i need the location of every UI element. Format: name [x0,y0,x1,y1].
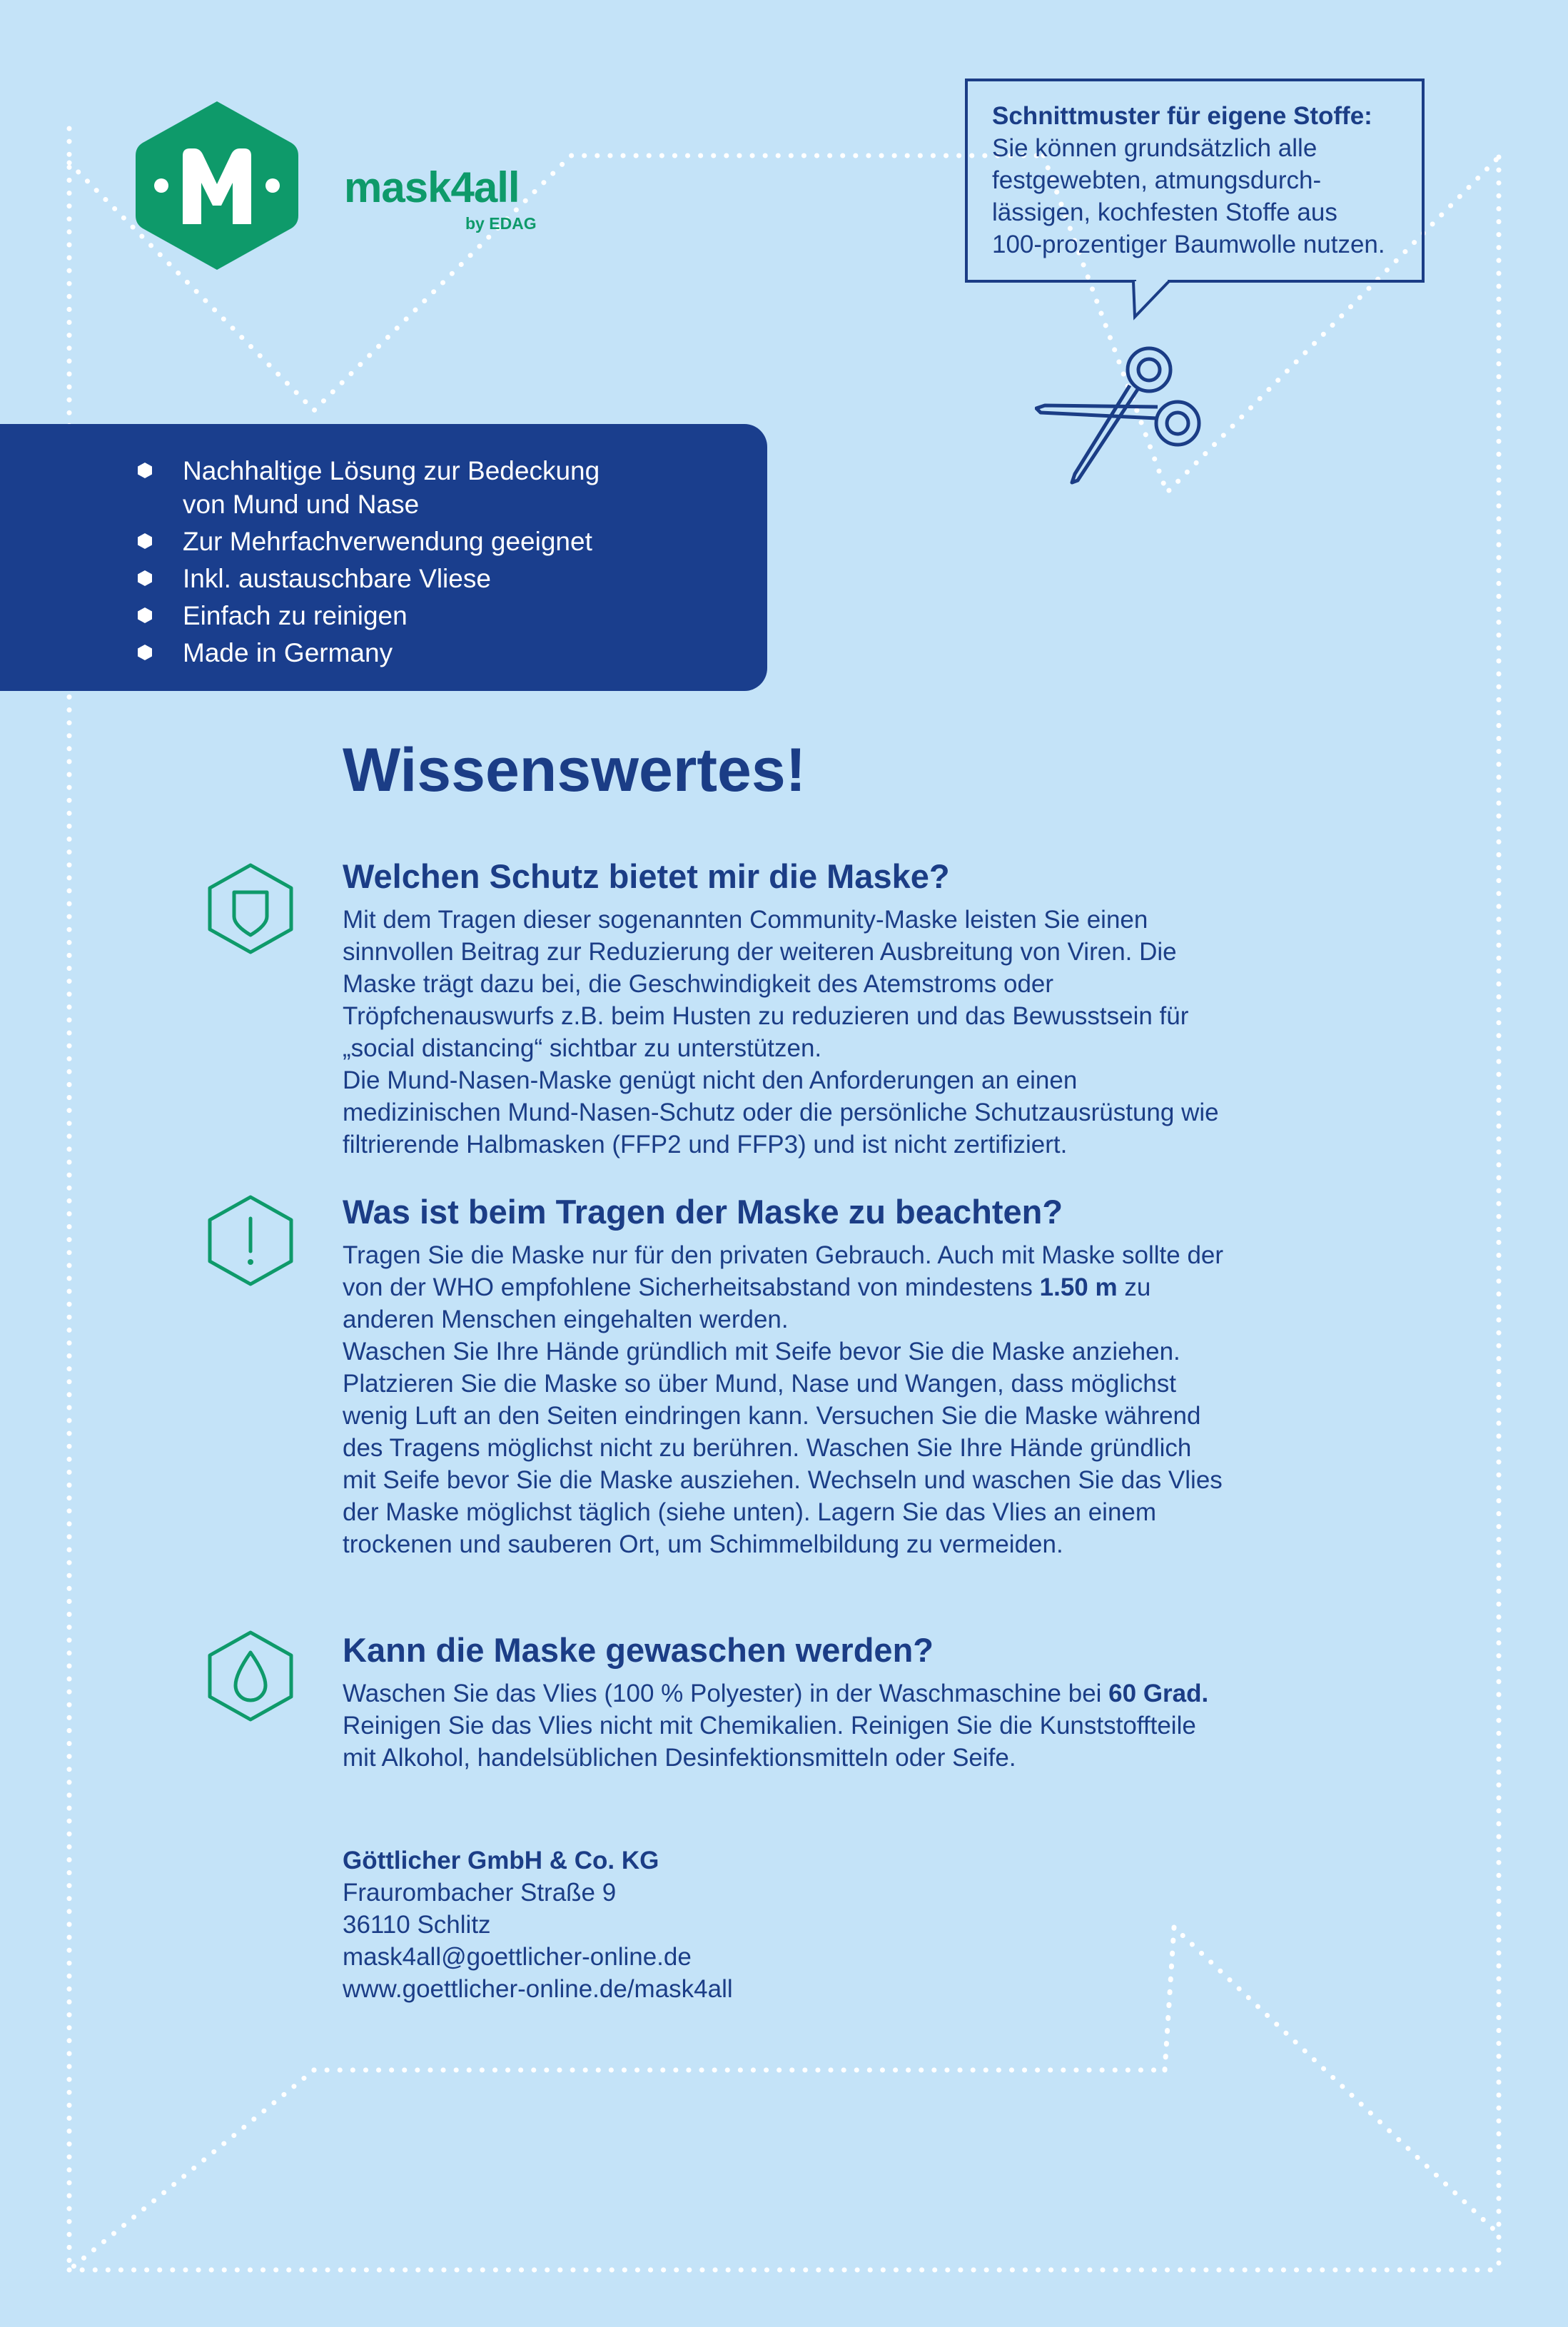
callout-line: Sie können grundsätzlich alle [992,134,1317,162]
exclamation-icon [206,1194,295,1287]
section-paragraph: Tragen Sie die Maske nur für den privaten Gebrauch. Auch mit Maske sollte der von der WHO empfohlene Sicherheitsabstand von mindestens 1.50 m zu anderen Menschen eingehalten werden. [343,1241,1224,1333]
city: 36110 Schlitz [343,1911,491,1939]
hexagon-bullet-icon [137,532,153,550]
feature-banner [0,424,767,691]
feature-list [0,424,767,670]
list-item: Made in Germany [183,636,767,670]
street: Fraurombacher Straße 9 [343,1879,617,1907]
scissors-icon [1035,341,1206,498]
email-link[interactable]: mask4all@goettlicher-online.de [343,1943,692,1971]
company-name: Göttlicher GmbH & Co. KG [343,1847,659,1874]
hexagon-bullet-icon [137,607,153,624]
list-item: Inkl. austauschbare Vliese [183,562,767,595]
company-address [343,1844,733,2005]
section-protection [343,857,1228,1161]
water-drop-icon [206,1630,295,1722]
distance-value: 1.50 m [1039,1273,1118,1301]
list-item: Nachhaltige Lösung zur Bedeckung von Mund und Nase [183,454,767,521]
logo-byline: by EDAG [465,214,537,233]
list-item: Zur Mehrfachverwendung geeignet [183,525,767,558]
website-link[interactable]: www.goettlicher-online.de/mask4all [343,1975,733,2003]
section-washing [343,1630,1228,1774]
fabric-pattern-callout [965,79,1425,283]
section-paragraph: Waschen Sie Ihre Hände gründlich mit Seife bevor Sie die Maske anziehen. Platzieren Sie die Maske so über Mund, Nase und Wangen, dass möglichst wenig Luft an den Seiten eindringen kann. Versuchen Sie die Maske während des Tragens möglichst nicht zu berühren. Waschen Sie Ihre Hände gründlich mit Seife bevor Sie die Maske ausziehen. Wechseln und waschen Sie das Vlies der Maske möglichst täglich (siehe unten). Lagern Sie das Vlies an einem trockenen und sauberen Ort, um Schimmelbildung zu vermeiden. [343,1338,1223,1558]
temperature-value: 60 Grad. [1108,1680,1209,1707]
callout-line: 100-prozentiger Baumwolle nutzen. [992,231,1385,258]
callout-line: lässigen, kochfesten Stoffe aus [992,198,1337,226]
callout-title: Schnittmuster für eigene Stoffe: [992,102,1372,130]
mask4all-logo-icon [133,99,301,273]
hexagon-bullet-icon [137,644,153,661]
section-heading: Kann die Maske gewaschen werden? [343,1631,934,1669]
hexagon-bullet-icon [137,462,153,479]
section-wearing [343,1192,1228,1560]
section-paragraph: Waschen Sie das Vlies (100 % Polyester) in der Waschmaschine bei 60 Grad. Reinigen Sie das Vlies nicht mit Chemikalien. Reinigen Sie die Kunststoffteile mit Alkohol, handelsüblichen Desinfektionsmitteln oder Seife. [343,1680,1209,1772]
callout-tail [1132,280,1175,323]
shield-icon [206,862,295,955]
hexagon-bullet-icon [137,570,153,587]
section-heading: Was ist beim Tragen der Maske zu beachten? [343,1193,1063,1231]
logo-wordmark: mask4all [344,163,520,211]
section-paragraph: Mit dem Tragen dieser sogenannten Community-Maske leisten Sie einen sinnvollen Beitrag zur Reduzierung der weiteren Ausbreitung von Viren. Die Maske trägt dazu bei, die Geschwindigkeit des Atemstroms oder Tröpfchenauswurfs z.B. beim Husten zu reduzieren und das Bewusstsein für „social distancing“ sichtbar zu unterstützen. [343,906,1189,1062]
page-title: Wissenswertes! [343,736,806,804]
callout-line: festgewebten, atmungsdurch- [992,166,1322,194]
list-item: Einfach zu reinigen [183,599,767,632]
section-paragraph: Die Mund-Nasen-Maske genügt nicht den Anforderungen an einen medizinischen Mund-Nasen-Schutz oder die persönliche Schutzausrüstung wie filtrierende Halbmasken (FFP2 und FFP3) und ist nicht zertifiziert. [343,1066,1219,1159]
section-heading: Welchen Schutz bietet mir die Maske? [343,857,950,895]
